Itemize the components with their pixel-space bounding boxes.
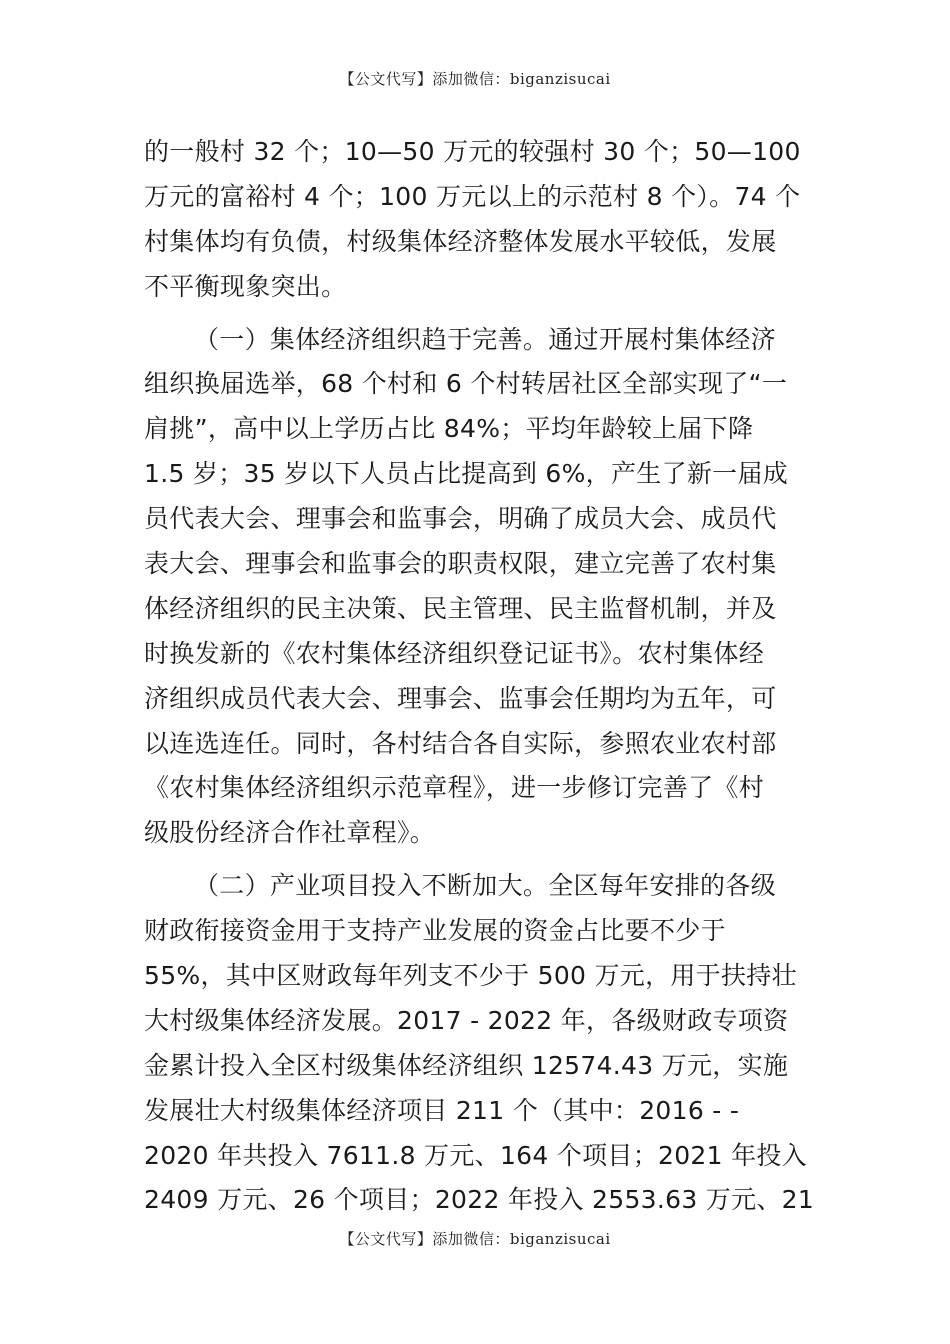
text-line: 员代表大会、理事会和监事会，明确了成员大会、成员代 xyxy=(144,504,777,534)
text-line: 《农村集体经济组织示范章程》，进一步修订完善了《村 xyxy=(144,773,765,803)
text-line: （二）产业项目投入不断加大。全区每年安排的各级 xyxy=(194,871,776,901)
text-line: 2409 万元、26 个项目；2022 年投入 2553.63 万元、21 xyxy=(144,1185,815,1215)
text-line: 级股份经济合作社章程》。 xyxy=(144,818,436,848)
paragraph-2 xyxy=(144,318,808,857)
text-line: 组织换届选举，68 个村和 6 个村转居社区全部实现了“一 xyxy=(144,369,788,399)
text-line: 村集体均有负债，村级集体经济整体发展水平较低，发展 xyxy=(144,226,777,256)
page-header-watermark: 【公文代写】添加微信：biganzisucai xyxy=(339,70,611,88)
text-line: 1.5 岁；35 岁以下人员占比提高到 6%，产生了新一届成 xyxy=(144,459,789,489)
text-line: 时换发新的《农村集体经济组织登记证书》。农村集体经 xyxy=(144,638,765,668)
text-line: 不平衡现象突出。 xyxy=(144,271,347,301)
paragraph-3 xyxy=(144,864,815,1223)
text-line: 财政衔接资金用于支持产业发展的资金占比要不少于 xyxy=(144,916,726,946)
text-line: 万元的富裕村 4 个；100 万元以上的示范村 8 个）。74 个 xyxy=(144,181,801,211)
text-line: 大村级集体经济发展。2017 - 2022 年，各级财政专项资 xyxy=(144,1005,789,1035)
text-line: （一）集体经济组织趋于完善。通过开展村集体经济 xyxy=(194,324,776,354)
page-footer-watermark: 【公文代写】添加微信：biganzisucai xyxy=(339,1230,611,1248)
document-body xyxy=(144,130,815,1223)
text-line: 体经济组织的民主决策、民主管理、民主监督机制，并及 xyxy=(144,593,777,623)
text-line: 以连选连任。同时，各村结合各自实际，参照农业农村部 xyxy=(144,728,777,758)
text-line: 55%，其中区财政每年列支不少于 500 万元，用于扶持壮 xyxy=(144,961,797,991)
text-line: 肩挑”，高中以上学历占比 84%；平均年龄较上届下降 xyxy=(144,414,754,444)
text-line: 的一般村 32 个；10—50 万元的较强村 30 个；50—100 xyxy=(144,137,801,166)
text-line: 2020 年共投入 7611.8 万元、164 个项目；2021 年投入 xyxy=(144,1140,807,1170)
text-line: 表大会、理事会和监事会的职责权限，建立完善了农村集 xyxy=(144,549,777,579)
text-line: 济组织成员代表大会、理事会、监事会任期均为五年，可 xyxy=(144,683,777,713)
paragraph-1 xyxy=(144,130,808,310)
text-line: 发展壮大村级集体经济项目 211 个（其中：2016 - - xyxy=(144,1095,740,1125)
text-line: 金累计投入全区村级集体经济组织 12574.43 万元，实施 xyxy=(144,1050,789,1080)
